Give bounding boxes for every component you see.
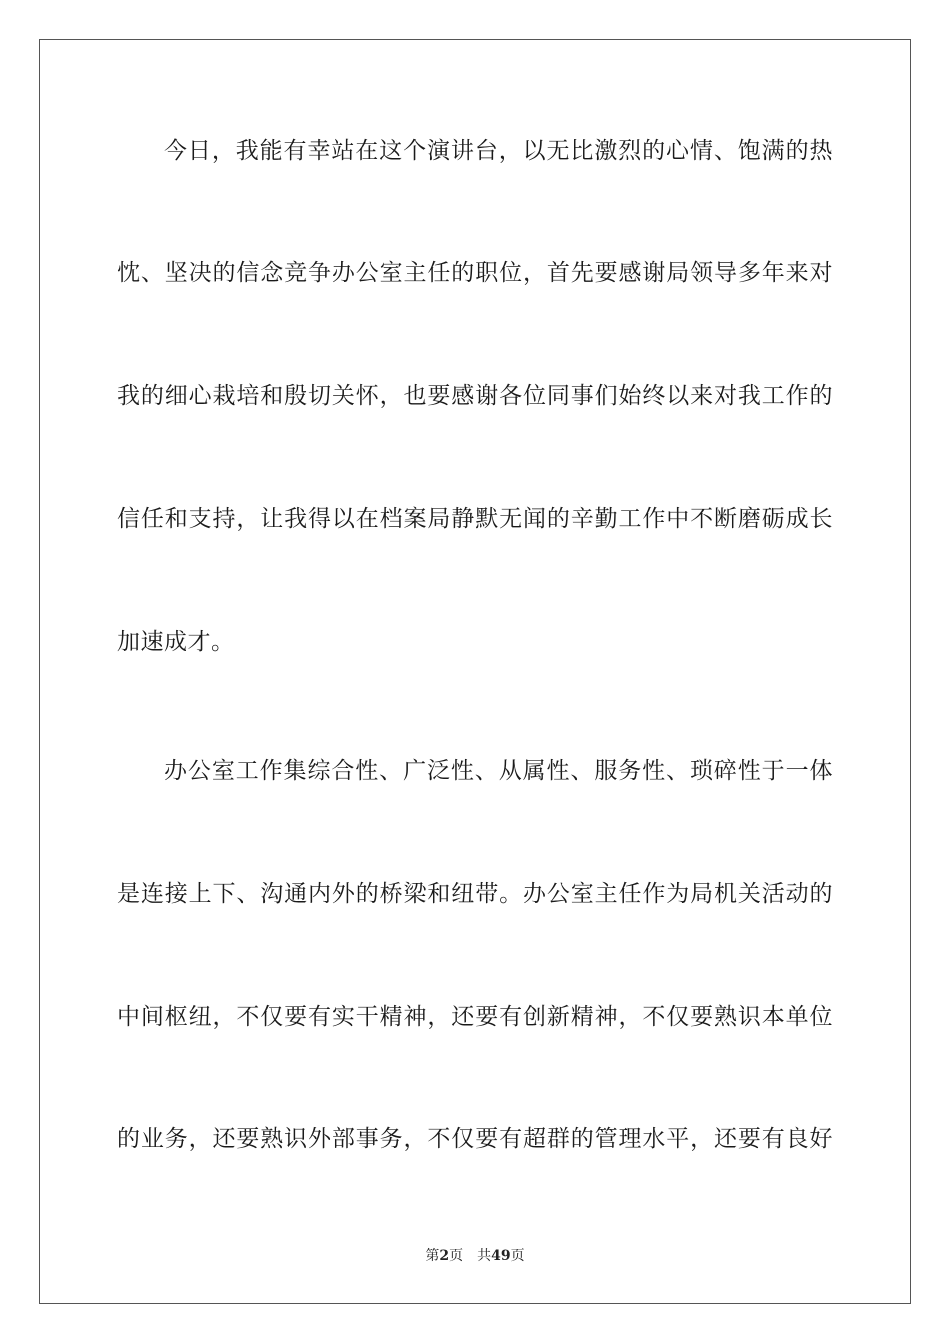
page-frame (39, 39, 911, 1304)
paragraph-2-line-2: 是连接上下、沟通内外的桥梁和纽带。办公室主任作为局机关活动的 (117, 881, 833, 907)
footer-page-prefix: 第 (425, 1248, 440, 1264)
paragraph-1-line-5: 加速成才。 (117, 629, 235, 655)
paragraph-2-line-1: 办公室工作集综合性、广泛性、从属性、服务性、琐碎性于一体 (164, 758, 833, 784)
footer-total-suffix: 页 (510, 1248, 525, 1264)
paragraph-2-line-4: 的业务，还要熟识外部事务，不仅要有超群的管理水平，还要有良好 (117, 1126, 833, 1152)
footer-page-number: 2 (439, 1248, 450, 1264)
paragraph-1-line-4: 信任和支持，让我得以在档案局静默无闻的辛勤工作中不断磨砺成长 (117, 506, 833, 532)
paragraph-2-line-3: 中间枢纽，不仅要有实干精神，还要有创新精神，不仅要熟识本单位 (117, 1004, 833, 1030)
paragraph-1-line-1: 今日，我能有幸站在这个演讲台，以无比激烈的心情、饱满的热 (164, 138, 833, 164)
page-footer (0, 1247, 950, 1265)
paragraph-1-line-2: 忱、坚决的信念竞争办公室主任的职位，首先要感谢局领导多年来对 (117, 260, 833, 286)
paragraph-1-line-3: 我的细心栽培和殷切关怀，也要感谢各位同事们始终以来对我工作的 (117, 383, 833, 409)
footer-total-number: 49 (491, 1248, 511, 1264)
footer-total-prefix: 共 (477, 1248, 492, 1264)
footer-page-suffix: 页 (449, 1248, 464, 1264)
